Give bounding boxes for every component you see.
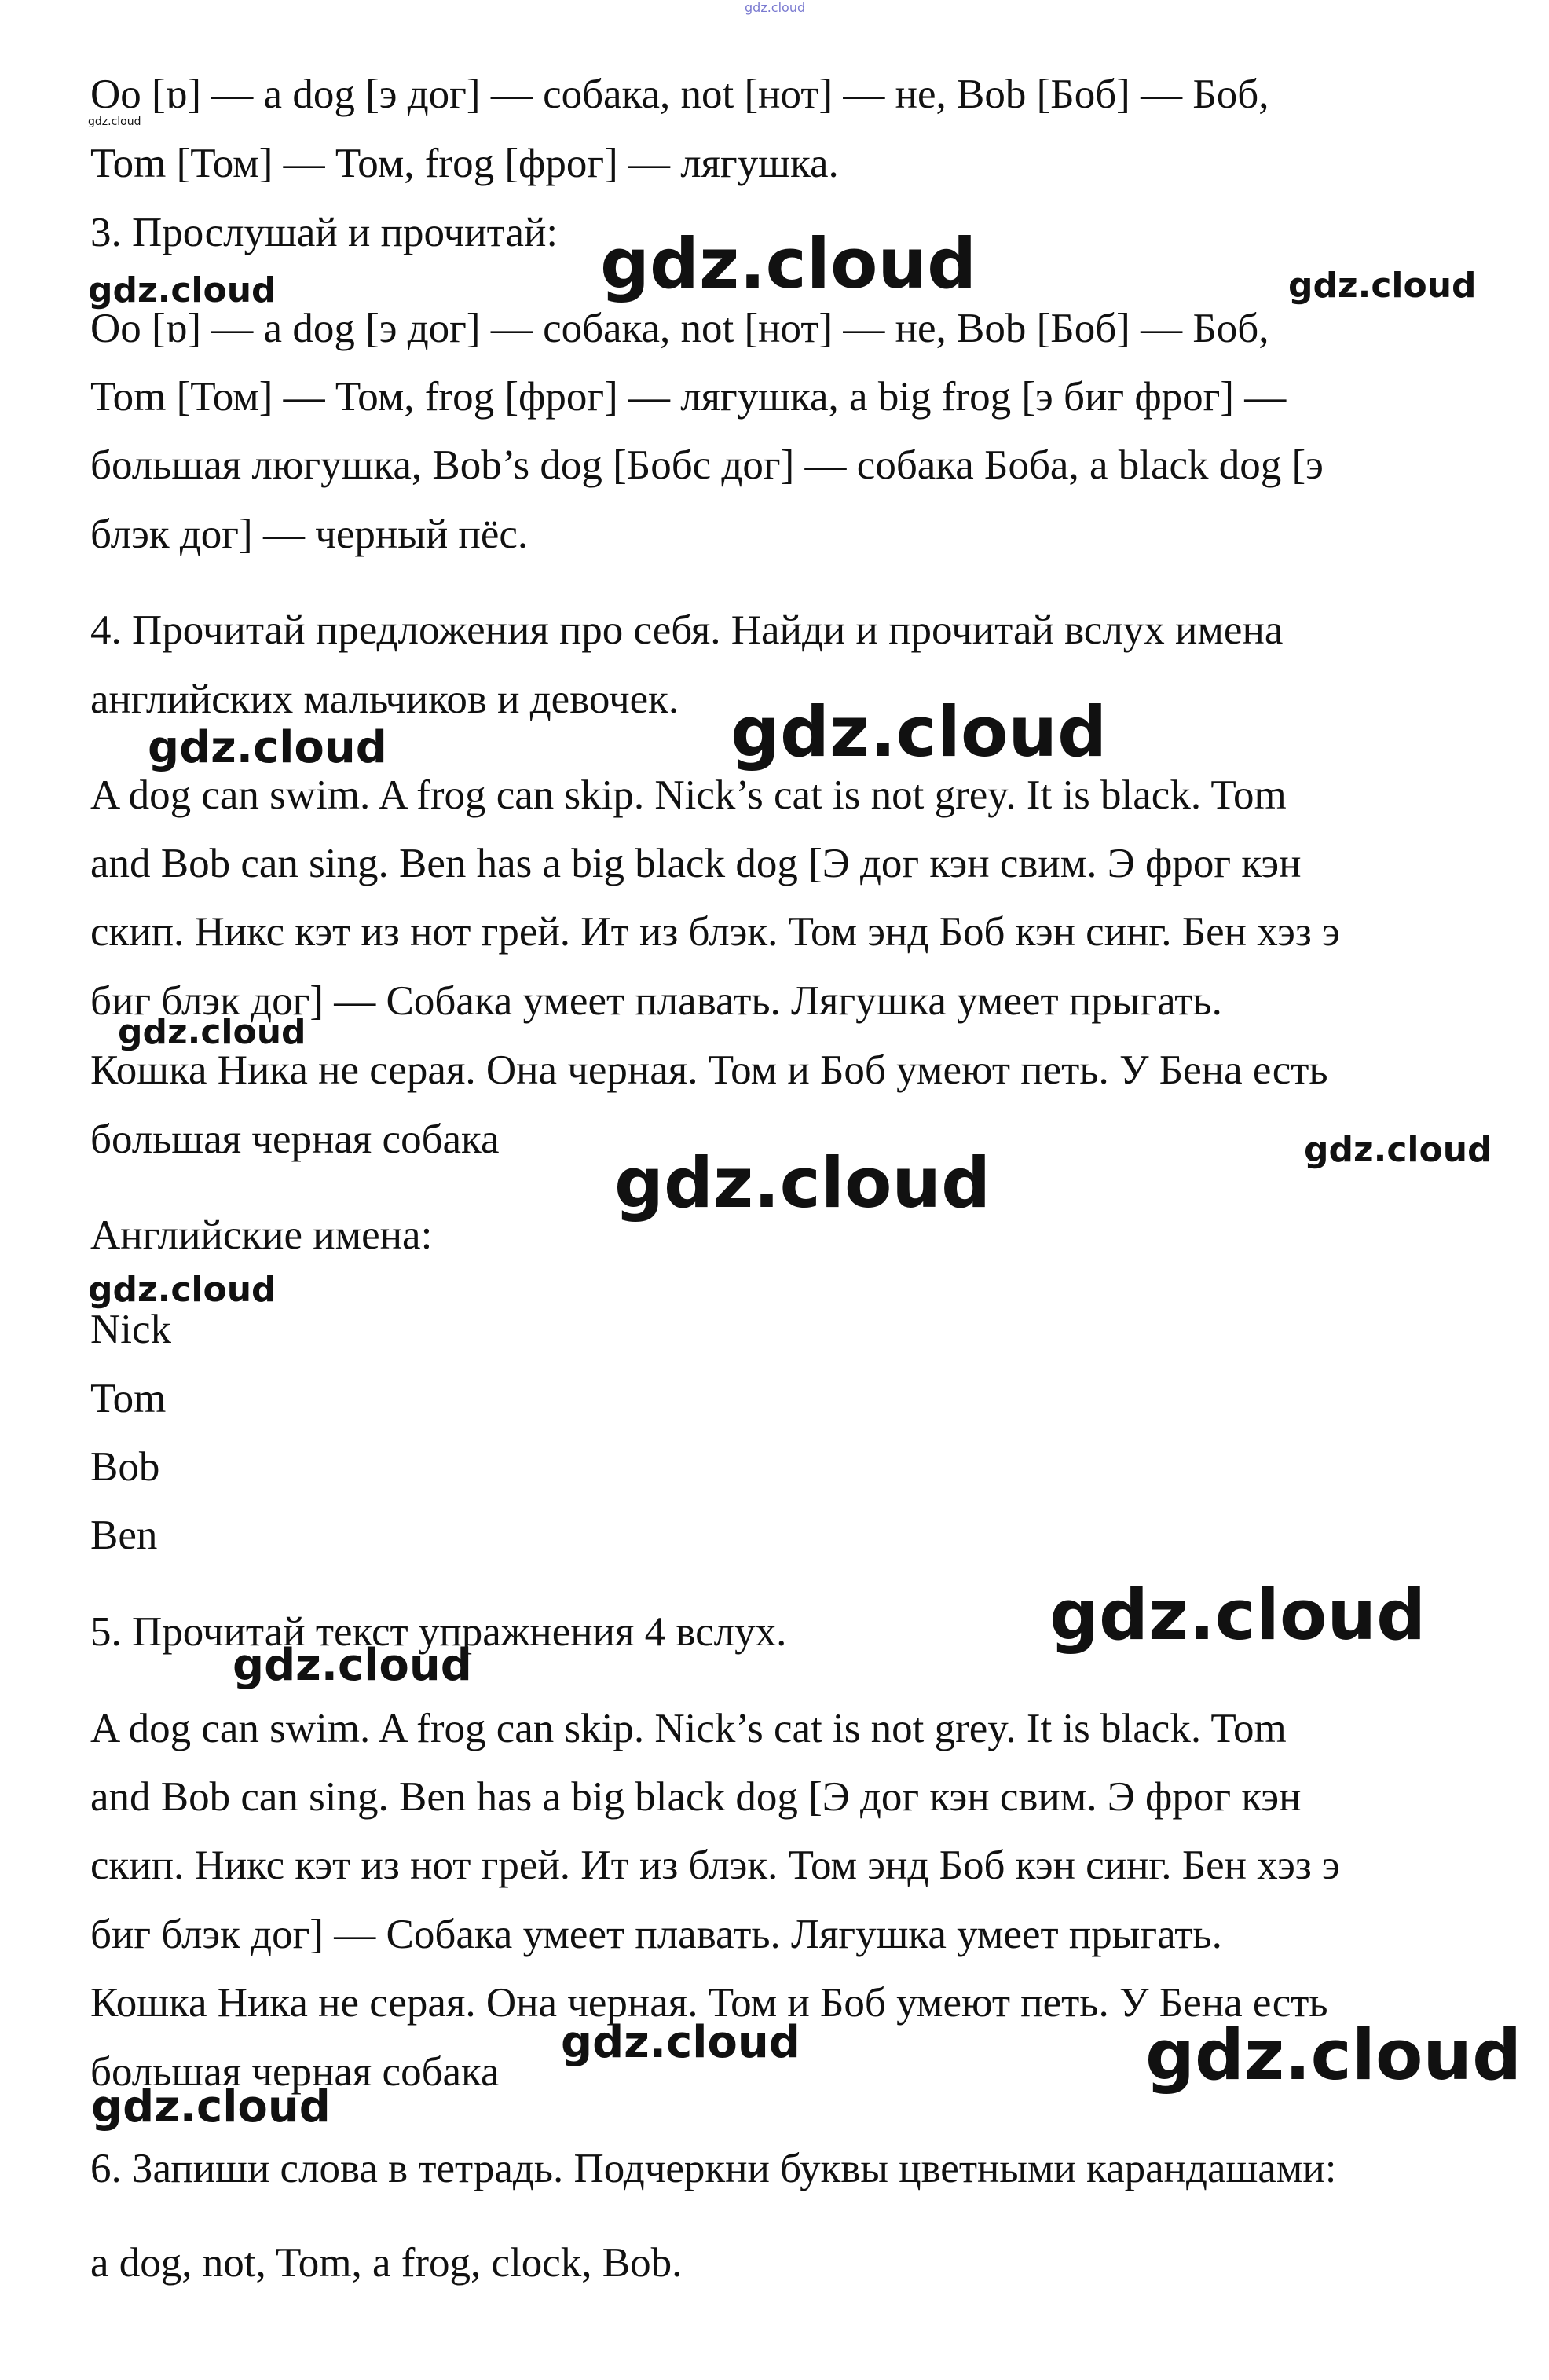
task4-heading: 4. Прочитай предложения про себя. Найди и прочитай вслух имена (90, 607, 1284, 653)
name-item: Tom (90, 1376, 167, 1421)
text-line: A dog can swim. A frog can skip. Nick’s cat is not grey. It is black. Tom (90, 772, 1287, 818)
text-line: Кошка Ника не серая. Она черная. Том и Боб умеют петь. У Бена есть (90, 1047, 1328, 1093)
names-label: Английские имена: (90, 1212, 433, 1258)
watermark: gdz.cloud (614, 1142, 991, 1223)
text-line: Tom [Том] — Том, frog [фрог] — лягушка. (90, 141, 839, 186)
watermark: gdz.cloud (600, 223, 977, 304)
watermark: gdz.cloud (233, 1640, 472, 1691)
task3-heading: 3. Прослушай и прочитай: (90, 210, 558, 255)
text-line: скип. Никс кэт из нот грей. Ит из блэк. Том энд Боб кэн синг. Бен хэз э (90, 1843, 1340, 1888)
watermark: gdz.cloud (731, 691, 1108, 772)
watermark: gdz.cloud (88, 1270, 276, 1310)
task6-heading: 6. Запиши слова в тетрадь. Подчеркни буквы цветными карандашами: (90, 2146, 1337, 2191)
watermark: gdz.cloud (148, 722, 387, 773)
text-line: блэк дог] — черный пёс. (90, 512, 529, 557)
watermark: gdz.cloud (88, 116, 141, 128)
text-line: Кошка Ника не серая. Она черная. Том и Боб умеют петь. У Бена есть (90, 1980, 1328, 2026)
text-line: Oo [ɒ] — a dog [э дог] — собака, not [нот] — не, Bob [Боб] — Боб, (90, 72, 1269, 117)
watermark-top: gdz.cloud (745, 0, 806, 15)
text-line: and Bob can sing. Ben has a big black dog [Э дог кэн свим. Э фрог кэн (90, 841, 1302, 886)
watermark: gdz.cloud (1145, 2015, 1522, 2096)
text-line: скип. Никс кэт из нот грей. Ит из блэк. Том энд Боб кэн синг. Бен хэз э (90, 909, 1340, 955)
text-line: and Bob can sing. Ben has a big black dog [Э дог кэн свим. Э фрог кэн (90, 1774, 1302, 1820)
text-line: биг блэк дог] — Собака умеет плавать. Лягушка умеет прыгать. (90, 978, 1222, 1024)
watermark: gdz.cloud (91, 2081, 331, 2132)
text-line: большая люгушка, Bob’s dog [Бобс дог] — собака Боба, a black dog [э (90, 442, 1324, 488)
name-item: Bob (90, 1444, 160, 1490)
watermark: gdz.cloud (561, 2017, 800, 2068)
name-item: Ben (90, 1513, 158, 1558)
watermark: gdz.cloud (118, 1012, 306, 1052)
watermark: gdz.cloud (1049, 1575, 1426, 1656)
watermark: gdz.cloud (1288, 266, 1477, 306)
watermark: gdz.cloud (88, 270, 276, 310)
text-line: Tom [Том] — Том, frog [фрог] — лягушка, a big frog [э биг фрог] — (90, 374, 1287, 420)
text-line: большая черная собака (90, 2049, 500, 2095)
name-item: Nick (90, 1307, 172, 1352)
watermark: gdz.cloud (1304, 1130, 1492, 1170)
text-line: большая черная собака (90, 1117, 500, 1162)
task4-heading: английских мальчиков и девочек. (90, 677, 679, 722)
text-line: биг блэк дог] — Собака умеет плавать. Лягушка умеет прыгать. (90, 1912, 1222, 1957)
task5-heading: 5. Прочитай текст упражнения 4 вслух. (90, 1609, 787, 1655)
text-line: A dog can swim. A frog can skip. Nick’s cat is not grey. It is black. Tom (90, 1706, 1287, 1751)
text-line: Oo [ɒ] — a dog [э дог] — собака, not [нот] — не, Bob [Боб] — Боб, (90, 306, 1269, 351)
task6-words: a dog, not, Tom, a frog, clock, Bob. (90, 2240, 683, 2286)
